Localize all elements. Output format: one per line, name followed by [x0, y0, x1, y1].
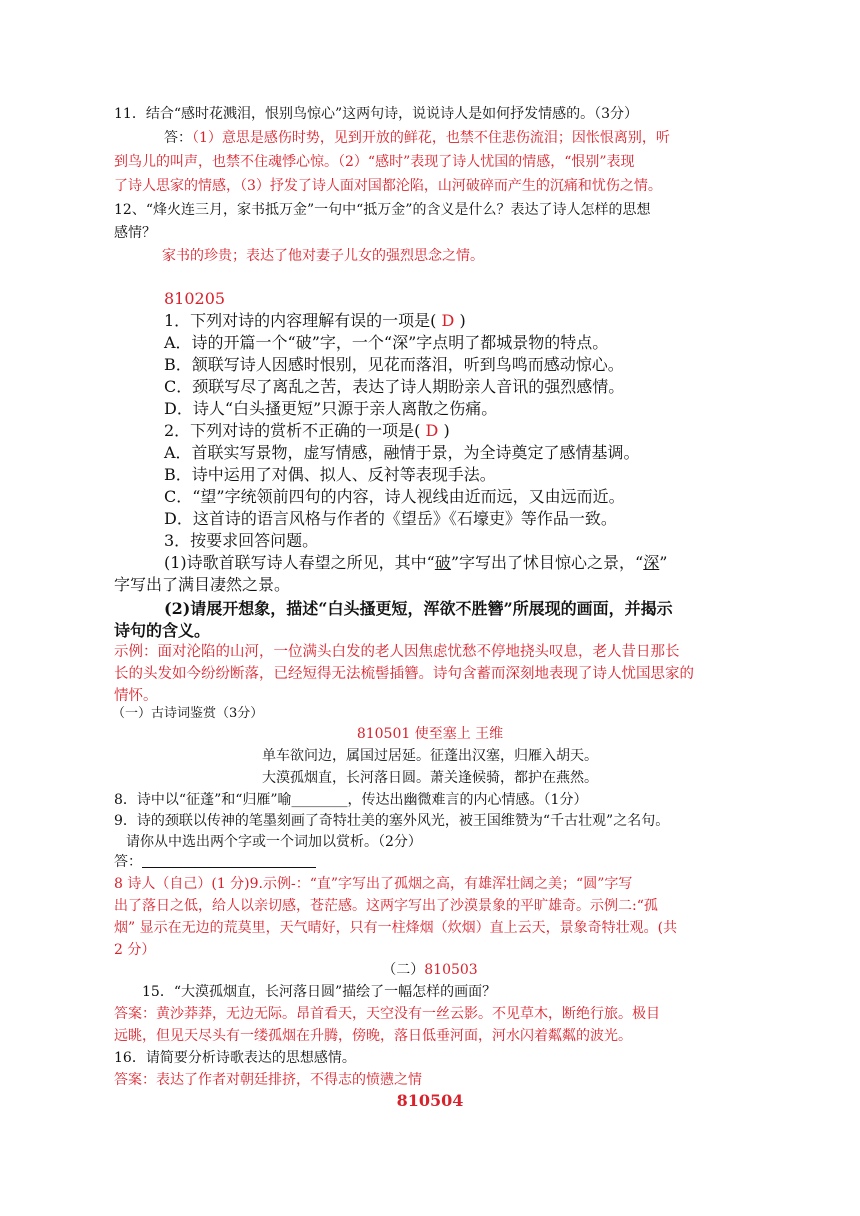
q2-option-c: C．“望”字统领前四句的内容，诗人视线由近而远，又由远而近。	[164, 487, 625, 506]
q2-stem-close: )	[443, 421, 450, 440]
section-heading-810503-text	[0, 960, 860, 980]
example-line-1: 示例：面对沦陷的山河，一位满头白发的老人因焦虑忧愁不停地挠头叹息，老人昔日那长	[114, 644, 680, 660]
q3-2-line-2: 诗句的含义。	[114, 621, 211, 640]
q11-question: 11．结合“感时花溅泪，恨别鸟惊心”这两句诗，说说诗人是如何抒发情感的。（3分）	[114, 106, 639, 122]
q12-answer: 家书的珍贵；表达了他对妻子儿女的强烈思念之情。	[162, 248, 484, 264]
q16-question: 16．请简要分析诗歌表达的思想感情。	[114, 1050, 356, 1066]
section-code-810504-text: 810504	[396, 1091, 464, 1110]
answer-label: 答：	[114, 854, 142, 870]
q8-q9-answer-line-2: 出了落日之低，给人以亲切感，苍茫感。这两字写出了沙漠景象的平旷雄奇。示例二:“孤	[114, 898, 658, 914]
q8-q9-answer-line-4: 2 分）	[114, 942, 156, 958]
q15-question: 15．“大漠孤烟直，长河落日圆”描绘了一幅怎样的画面？	[142, 984, 497, 1000]
q15-answer-line-1: 答案：黄沙莽莽，无边无际。昂首看天，天空没有一丝云影。不见草木，断绝行旅。极目	[114, 1006, 660, 1022]
q3-2-line-1: (2)请展开想象，描述“白头搔更短，浑欲不胜簪”所展现的画面，并揭示	[164, 599, 673, 618]
q2-stem	[164, 420, 450, 442]
section-heading-poetry: （一）古诗词鉴赏（3分）	[112, 706, 264, 721]
q9-question-line-2: 请你从中选出两个字或一个词加以赏析。（2分）	[126, 834, 422, 850]
q8-question: 8．诗中以“征蓬”和“归雁”喻________，传达出幽微难言的内心情感。（1分）	[114, 792, 588, 808]
q1-option-b: B．颔联写诗人因感时恨别，见花而落泪，听到鸟鸣而感动惊心。	[164, 355, 624, 374]
q12-question-line-2: 感情？	[114, 225, 156, 241]
q3-1-text-b: ”字写出了怵目惊心之景，“	[450, 553, 644, 572]
example-line-3: 情怀。	[114, 688, 158, 704]
answer-text: （1）意思是感伤时势，见到开放的鲜花，也禁不住悲伤流泪；因怅恨离别，听	[192, 130, 670, 146]
q1-stem-text: 1．下列对诗的内容理解有误的一项是(	[164, 311, 437, 330]
poem-line-2	[0, 768, 860, 788]
q3-1-line-1	[164, 552, 667, 574]
q9-question-line-1: 9．诗的颈联以传神的笔墨刻画了奇特壮美的塞外风光，被王国维赞为“千古壮观”之名句。	[114, 813, 670, 829]
q1-option-c: C．颈联写尽了离乱之苦，表达了诗人期盼亲人音讯的强烈感情。	[164, 377, 625, 396]
q3-1-line-2: 字写出了满目凄然之景。	[114, 575, 291, 594]
q1-option-a: A．诗的开篇一个“破”字，一个“深”字点明了都城景物的特点。	[164, 333, 609, 352]
q2-answer: D	[420, 421, 444, 440]
section-code-810205: 810205	[164, 289, 226, 308]
answer-underline	[142, 853, 316, 868]
q16-answer: 答案：表达了作者对朝廷排挤，不得志的愤懑之情	[114, 1072, 422, 1088]
q1-option-d: D．诗人“白头搔更短”只源于亲人离散之伤痛。	[164, 399, 498, 418]
q9-answer-blank	[114, 852, 316, 872]
q11-answer-line-3: 了诗人思家的情感，（3）抒发了诗人面对国都沦陷，山河破碎而产生的沉痛和忧伤之情。	[114, 178, 662, 194]
q11-answer-line-2: 到鸟儿的叫声，也禁不住魂悸心惊。（2）“感时”表现了诗人忧国的情感，“恨别”表现	[114, 154, 635, 170]
q8-q9-answer-line-1: 8 诗人（自己）(1 分)9.示例-：“直”字写出了孤烟之高，有雄浑壮阔之美；“圆”字写	[114, 876, 633, 892]
q8-q9-answer-line-3: 烟” 显示在无边的荒莫里，天气晴好，只有一柱烽烟（炊烟）直上云天，景象奇特壮观。(共	[114, 920, 678, 936]
q1-answer: D	[436, 311, 460, 330]
poem-title-text	[0, 724, 860, 744]
q3-1-text-a: (1)诗歌首联写诗人春望之所见，其中“	[164, 553, 435, 572]
q2-stem-text: 2．下列对诗的赏析不正确的一项是(	[164, 421, 421, 440]
q2-option-a: A．首联实写景物，虚写情感，融情于景，为全诗奠定了感情基调。	[164, 443, 640, 462]
poem-line-1-text: 单车欲问边，属国过居延。征蓬出汉塞，归雁入胡天。	[262, 748, 598, 764]
poem-title-label: 810501 使至塞上 王维	[356, 726, 504, 742]
poem-title	[0, 724, 860, 744]
q2-option-d: D．这首诗的语言风格与作者的《望岳》《石壕吏》等作品一致。	[164, 509, 617, 528]
poem-line-1	[0, 746, 860, 766]
q3-1-text-c: ”	[659, 553, 668, 572]
heading-prefix: （二）	[382, 962, 425, 978]
q1-stem-close: )	[459, 311, 466, 330]
example-line-2: 长的头发如今纷纷断落，已经短得无法梳髻插簪。诗句含蓄而深刻地表现了诗人忧国思家的	[114, 666, 694, 682]
q12-question-line-1: 12、“烽火连三月，家书抵万金”一句中“抵万金”的含义是什么？表达了诗人怎样的思想	[114, 202, 651, 218]
heading-code: 810503	[424, 962, 478, 978]
q15-answer-line-2: 远眺，但见天尽头有一缕孤烟在升腾，傍晚，落日低垂河面，河水闪着粼粼的波光。	[114, 1028, 632, 1044]
answer-label: 答：	[164, 130, 192, 146]
section-code-810504	[0, 1090, 860, 1112]
q1-stem	[164, 310, 466, 332]
q3-stem: 3．按要求回答问题。	[164, 531, 319, 550]
underlined-word-po: 破	[434, 553, 451, 572]
section-heading-810503	[0, 960, 860, 980]
q11-answer-line-1	[164, 128, 670, 148]
underlined-word-shen: 深	[643, 553, 660, 572]
q2-option-b: B．诗中运用了对偶、拟人、反衬等表现手法。	[164, 465, 496, 484]
poem-line-2-text: 大漠孤烟直，长河落日圆。萧关逢候骑，都护在燕然。	[262, 770, 598, 786]
